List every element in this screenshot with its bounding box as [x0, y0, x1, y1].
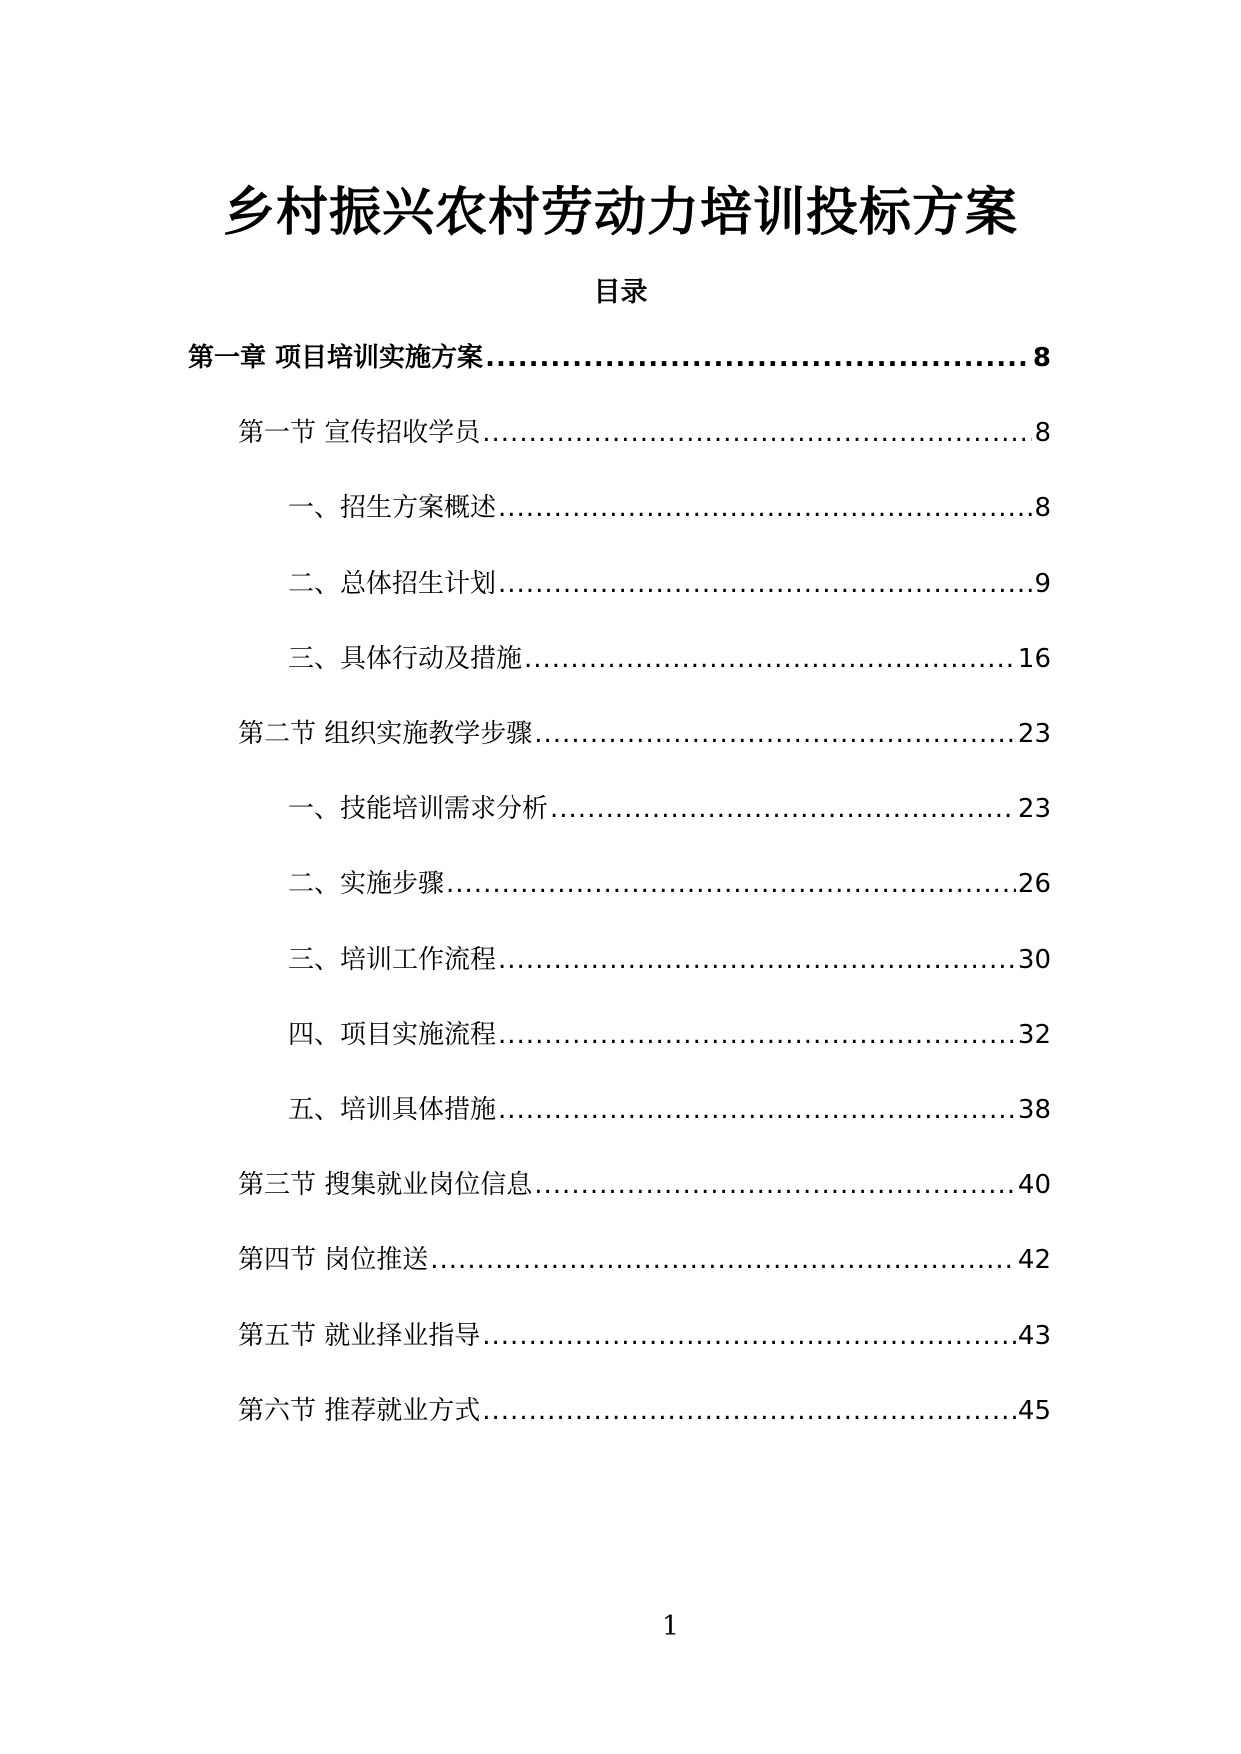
toc-entry-label: 第三节 搜集就业岗位信息 — [238, 1170, 533, 1201]
toc-entry-page: 43 — [1017, 1320, 1051, 1351]
toc-entry-page: 8 — [1032, 343, 1051, 373]
toc-entry[interactable] — [288, 789, 1051, 829]
toc-heading: 目录 — [593, 277, 648, 308]
toc-entry-label: 第二节 组织实施教学步骤 — [238, 719, 533, 749]
toc-dot-leader — [498, 940, 1016, 980]
toc-entry[interactable] — [288, 1015, 1051, 1055]
toc-entry-label: 第五节 就业择业指导 — [238, 1320, 481, 1351]
toc-entry-page: 8 — [1034, 418, 1051, 449]
toc-dot-leader — [482, 413, 1032, 453]
toc-dot-leader — [498, 1015, 1016, 1055]
toc-entry[interactable] — [238, 1240, 1051, 1280]
toc-entry-label: 第四节 岗位推送 — [238, 1245, 429, 1276]
toc-entry-label: 三、具体行动及措施 — [288, 643, 523, 674]
toc-entry-page: 26 — [1017, 869, 1051, 900]
toc-entry[interactable] — [288, 1090, 1051, 1130]
toc-entry-label: 一、技能培训需求分析 — [288, 794, 549, 825]
toc-entry-page: 42 — [1017, 1245, 1051, 1276]
toc-entry[interactable] — [238, 1391, 1051, 1431]
toc-dot-leader — [498, 564, 1032, 604]
toc-dot-leader — [482, 1316, 1016, 1356]
toc-entry[interactable] — [288, 639, 1051, 679]
toc-entry-page: 32 — [1017, 1019, 1051, 1050]
toc-entry-page: 45 — [1017, 1395, 1051, 1426]
toc-entry-page: 23 — [1017, 719, 1051, 749]
toc-entry[interactable] — [188, 338, 1051, 378]
toc-entry-label: 第六节 推荐就业方式 — [238, 1395, 481, 1426]
toc-entry-page: 16 — [1017, 643, 1051, 674]
toc-entry-page: 8 — [1034, 493, 1051, 524]
toc-entry-label: 三、培训工作流程 — [288, 944, 497, 975]
toc-dot-leader — [498, 488, 1032, 528]
toc-entry-label: 四、项目实施流程 — [288, 1019, 497, 1050]
toc-entry[interactable] — [288, 488, 1051, 528]
toc-entry-page: 38 — [1017, 1095, 1051, 1125]
toc-entry[interactable] — [238, 1165, 1051, 1205]
toc-dot-leader — [446, 864, 1016, 904]
toc-entry[interactable] — [288, 564, 1051, 604]
toc-entry[interactable] — [238, 1316, 1051, 1356]
toc-dot-leader — [430, 1240, 1016, 1280]
toc-entry-page: 9 — [1034, 568, 1051, 599]
toc-dot-leader — [534, 714, 1016, 754]
toc-dot-leader — [524, 639, 1016, 679]
toc-dot-leader — [485, 338, 1031, 378]
toc-dot-leader — [498, 1090, 1016, 1130]
toc-entry-label: 一、招生方案概述 — [288, 493, 497, 524]
toc-entry-page: 40 — [1017, 1170, 1051, 1201]
toc-dot-leader — [550, 789, 1016, 829]
page-number: 1 — [661, 1611, 680, 1642]
toc-entry-label: 五、培训具体措施 — [288, 1095, 497, 1125]
toc-entry-label: 第一章 项目培训实施方案 — [188, 343, 484, 373]
toc-entry[interactable] — [238, 714, 1051, 754]
toc-entry[interactable] — [288, 864, 1051, 904]
toc-entry[interactable] — [238, 413, 1051, 453]
document-title: 乡村振兴农村劳动力培训投标方案 — [222, 183, 1018, 243]
toc-entry-label: 二、总体招生计划 — [288, 568, 497, 599]
toc-entry-page: 23 — [1017, 794, 1051, 825]
toc-entry-page: 30 — [1017, 944, 1051, 975]
toc-dot-leader — [534, 1165, 1016, 1205]
toc-entry[interactable] — [288, 940, 1051, 980]
toc-entry-label: 第一节 宣传招收学员 — [238, 418, 481, 449]
toc-entry-label: 二、实施步骤 — [288, 869, 445, 900]
toc-dot-leader — [482, 1391, 1016, 1431]
